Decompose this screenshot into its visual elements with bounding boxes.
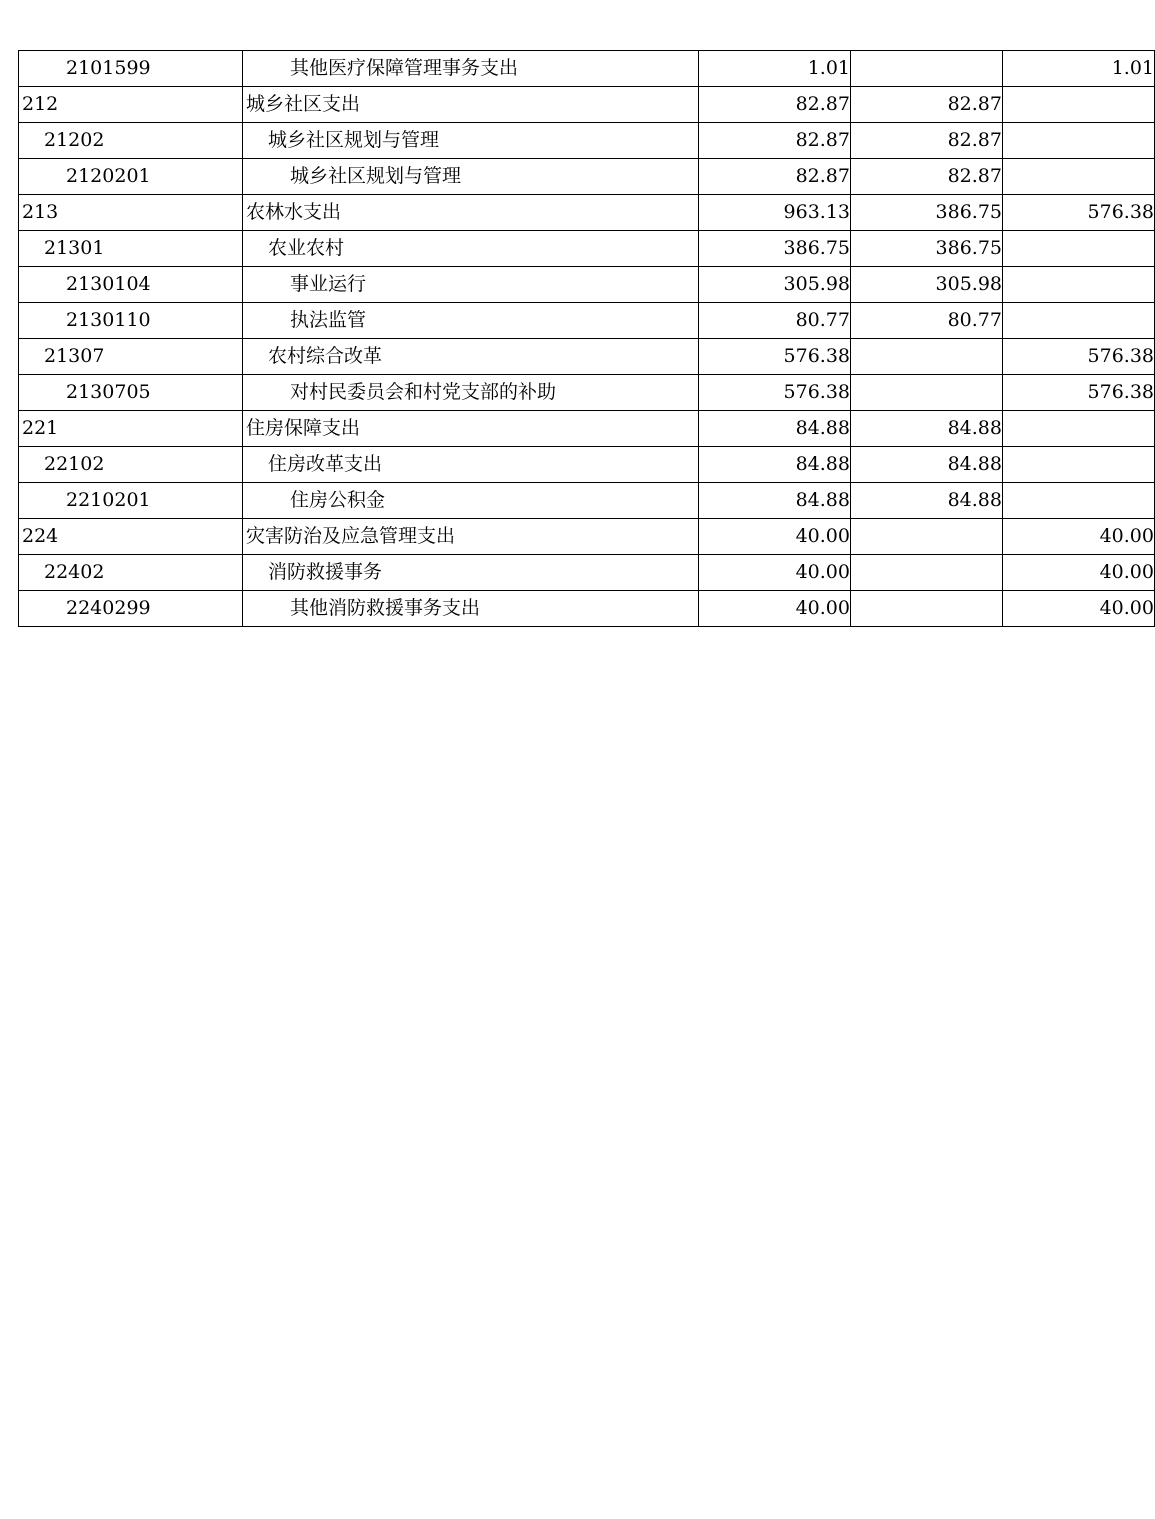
project-expenditure-cell: 40.00 [1003,591,1155,627]
total-amount-cell: 84.88 [699,483,851,519]
project-expenditure-cell: 40.00 [1003,555,1155,591]
table-row [19,375,1155,411]
expenditure-table [18,50,1155,627]
category-name-cell: 农业农村 [243,231,699,267]
total-amount-cell: 80.77 [699,303,851,339]
project-expenditure-cell [1003,303,1155,339]
table-row [19,411,1155,447]
basic-expenditure-cell [851,555,1003,591]
basic-expenditure-cell: 84.88 [851,411,1003,447]
total-amount-cell: 40.00 [699,591,851,627]
category-code-cell: 21301 [19,231,243,267]
table-row [19,447,1155,483]
table-row [19,555,1155,591]
basic-expenditure-cell [851,339,1003,375]
basic-expenditure-cell [851,51,1003,87]
total-amount-cell: 84.88 [699,447,851,483]
basic-expenditure-cell [851,375,1003,411]
category-code-cell: 2240299 [19,591,243,627]
basic-expenditure-cell [851,519,1003,555]
category-name-cell: 执法监管 [243,303,699,339]
project-expenditure-cell [1003,483,1155,519]
category-code-cell: 213 [19,195,243,231]
category-name-cell: 农林水支出 [243,195,699,231]
category-name-cell: 灾害防治及应急管理支出 [243,519,699,555]
total-amount-cell: 576.38 [699,375,851,411]
category-name-cell: 消防救援事务 [243,555,699,591]
category-name-cell: 对村民委员会和村党支部的补助 [243,375,699,411]
total-amount-cell: 84.88 [699,411,851,447]
category-name-cell: 城乡社区规划与管理 [243,159,699,195]
project-expenditure-cell: 1.01 [1003,51,1155,87]
table-row [19,267,1155,303]
table-row [19,591,1155,627]
basic-expenditure-cell: 386.75 [851,231,1003,267]
table-row [19,87,1155,123]
category-code-cell: 2120201 [19,159,243,195]
basic-expenditure-cell: 82.87 [851,159,1003,195]
basic-expenditure-cell: 84.88 [851,483,1003,519]
basic-expenditure-cell: 305.98 [851,267,1003,303]
category-code-cell: 2130705 [19,375,243,411]
table-row [19,195,1155,231]
project-expenditure-cell [1003,267,1155,303]
category-name-cell: 农村综合改革 [243,339,699,375]
category-name-cell: 城乡社区规划与管理 [243,123,699,159]
total-amount-cell: 82.87 [699,159,851,195]
table-row [19,303,1155,339]
project-expenditure-cell [1003,411,1155,447]
category-name-cell: 住房公积金 [243,483,699,519]
category-code-cell: 2101599 [19,51,243,87]
project-expenditure-cell: 576.38 [1003,195,1155,231]
category-name-cell: 住房保障支出 [243,411,699,447]
basic-expenditure-cell [851,591,1003,627]
table-row [19,159,1155,195]
total-amount-cell: 386.75 [699,231,851,267]
category-name-cell: 事业运行 [243,267,699,303]
category-code-cell: 2130104 [19,267,243,303]
total-amount-cell: 963.13 [699,195,851,231]
project-expenditure-cell: 40.00 [1003,519,1155,555]
project-expenditure-cell [1003,87,1155,123]
basic-expenditure-cell: 82.87 [851,123,1003,159]
total-amount-cell: 82.87 [699,87,851,123]
basic-expenditure-cell: 80.77 [851,303,1003,339]
category-code-cell: 22402 [19,555,243,591]
total-amount-cell: 82.87 [699,123,851,159]
expenditure-table-body [19,51,1155,627]
category-code-cell: 221 [19,411,243,447]
category-code-cell: 21307 [19,339,243,375]
table-row [19,231,1155,267]
table-row [19,519,1155,555]
project-expenditure-cell [1003,123,1155,159]
basic-expenditure-cell: 82.87 [851,87,1003,123]
category-code-cell: 212 [19,87,243,123]
category-code-cell: 2130110 [19,303,243,339]
project-expenditure-cell [1003,159,1155,195]
total-amount-cell: 305.98 [699,267,851,303]
total-amount-cell: 40.00 [699,555,851,591]
project-expenditure-cell [1003,231,1155,267]
category-code-cell: 21202 [19,123,243,159]
table-row [19,339,1155,375]
table-row [19,483,1155,519]
total-amount-cell: 40.00 [699,519,851,555]
table-row [19,123,1155,159]
category-code-cell: 22102 [19,447,243,483]
project-expenditure-cell: 576.38 [1003,375,1155,411]
basic-expenditure-cell: 386.75 [851,195,1003,231]
project-expenditure-cell: 576.38 [1003,339,1155,375]
project-expenditure-cell [1003,447,1155,483]
category-code-cell: 2210201 [19,483,243,519]
basic-expenditure-cell: 84.88 [851,447,1003,483]
category-name-cell: 其他医疗保障管理事务支出 [243,51,699,87]
category-name-cell: 城乡社区支出 [243,87,699,123]
category-name-cell: 住房改革支出 [243,447,699,483]
category-code-cell: 224 [19,519,243,555]
total-amount-cell: 576.38 [699,339,851,375]
total-amount-cell: 1.01 [699,51,851,87]
table-row [19,51,1155,87]
category-name-cell: 其他消防救援事务支出 [243,591,699,627]
